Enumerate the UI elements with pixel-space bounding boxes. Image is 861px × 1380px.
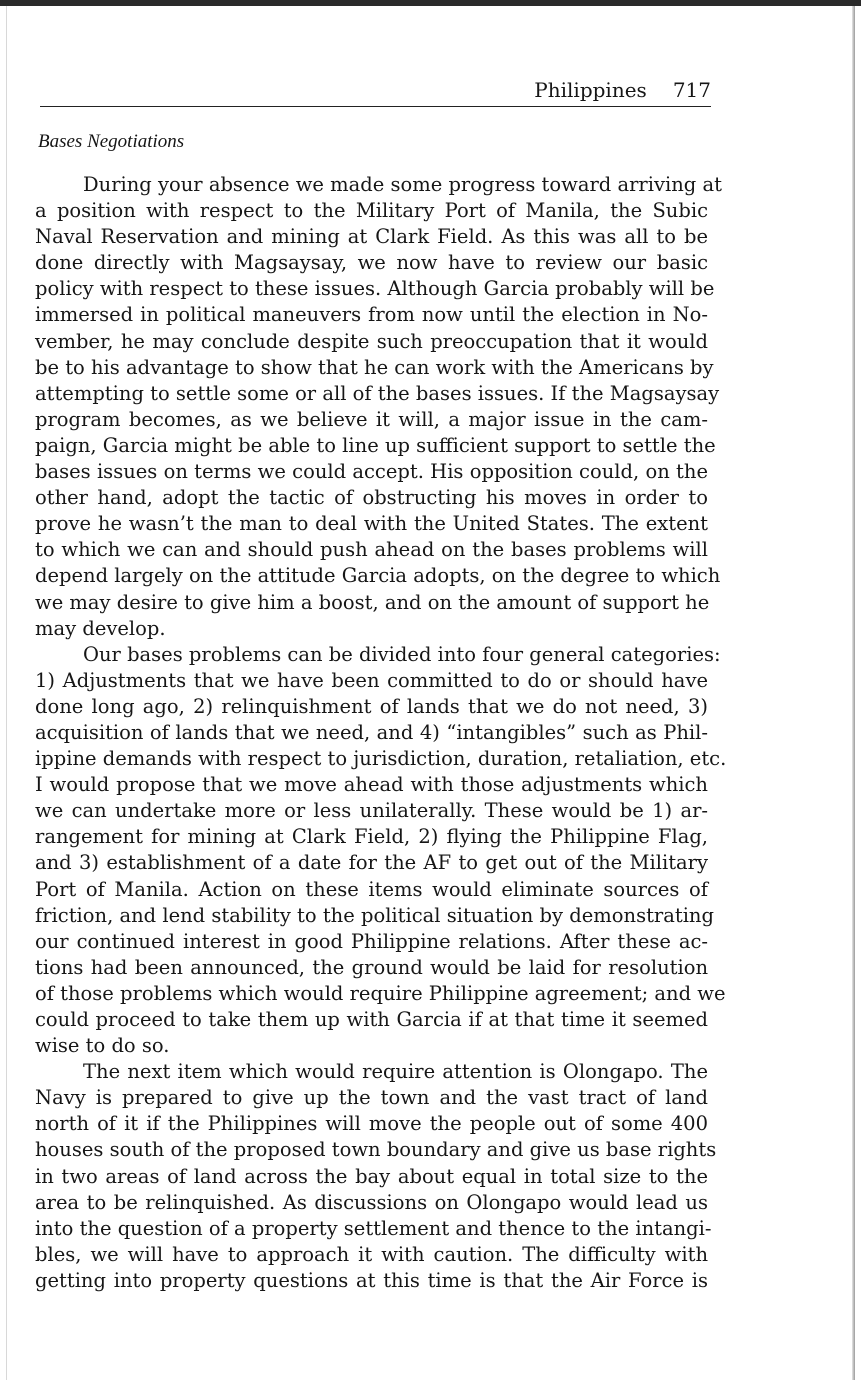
text-line: our continued interest in good Philippine relations. After these ac- [35,929,708,953]
body-text [35,172,727,1294]
text-line: immersed in political maneuvers from now until the election in No- [35,303,708,327]
page-right-edge [852,6,855,1380]
text-line: vember, he may conclude despite such preoccupation that it would [35,329,708,353]
text-line: ippine demands with respect to jurisdiction, duration, retaliation, etc. [35,747,727,771]
text-line: done long ago, 2) relinquishment of lands that we do not need, 3) [35,694,708,718]
paragraph [35,642,727,1060]
text-line: in two areas of land across the bay about equal in total size to the [35,1164,708,1188]
text-line: could proceed to take them up with Garcia if at that time it seemed [35,1008,708,1031]
running-head [40,76,711,107]
page-left-edge [6,6,7,1380]
text-line: paign, Garcia might be able to line up sufficient support to settle the [35,433,716,457]
text-line: to which we can and should push ahead on the bases problems will [35,538,708,562]
text-line: done directly with Magsaysay, we now have to review our basic [35,251,708,275]
text-line: we may desire to give him a boost, and on the amount of support he [35,590,710,614]
text-line: attempting to settle some or all of the bases issues. If the Magsaysay [35,381,720,405]
text-line: of those problems which would require Philippine agreement; and we [35,981,726,1005]
text-line: acquisition of lands that we need, and 4) “intangibles” such as Phil- [35,720,708,744]
text-line: Our bases problems can be divided into four general categories: [83,642,721,666]
text-line: bles, we will have to approach it with caution. The difficulty with [35,1242,708,1266]
text-line: wise to do so. [35,1034,170,1058]
running-head-title: Philippines [534,78,647,102]
text-line: Port of Manila. Action on these items would eliminate sources of [35,877,708,901]
paragraph [35,172,722,642]
text-line: we can undertake more or less unilaterally. These would be 1) ar- [35,799,708,823]
text-line: a position with respect to the Military Port of Manila, the Subic [35,199,708,223]
page-number: 717 [672,78,711,102]
text-line: depend largely on the attitude Garcia adopts, on the degree to which [35,564,721,588]
text-line: bases issues on terms we could accept. His opposition could, on the [35,460,708,484]
text-line: I would propose that we move ahead with those adjustments which [35,773,708,797]
text-line: north of it if the Philippines will move the people out of some 400 [35,1112,708,1136]
text-line: be to his advantage to show that he can work with the Americans by [35,355,714,379]
text-line: prove he wasn’t the man to deal with the United States. The extent [35,512,708,536]
text-line: rangement for mining at Clark Field, 2) flying the Philippine Flag, [35,825,708,849]
text-line: During your absence we made some progress toward arriving at [83,173,722,196]
section-title: Bases Negotiations [38,131,185,152]
text-line: friction, and lend stability to the political situation by demonstrating [35,903,714,927]
page-top-edge [0,0,861,6]
text-line: houses south of the proposed town boundary and give us base rights [35,1138,717,1162]
text-line: program becomes, as we believe it will, a major issue in the cam- [35,407,708,431]
text-line: getting into property questions at this time is that the Air Force is [35,1268,708,1292]
text-line: area to be relinquished. As discussions on Olongapo would lead us [35,1190,708,1214]
text-line: The next item which would require attention is Olongapo. The [83,1060,708,1084]
text-line: and 3) establishment of a date for the AF to get out of the Military [35,851,708,875]
text-line: may develop. [35,616,166,640]
text-line: into the question of a property settlement and thence to the intangi- [35,1216,712,1240]
text-line: Naval Reservation and mining at Clark Field. As this was all to be [35,225,708,249]
paragraph [35,1059,717,1294]
text-line: policy with respect to these issues. Although Garcia probably will be [35,277,715,301]
text-line: 1) Adjustments that we have been committed to do or should have [35,668,708,692]
text-line: Navy is prepared to give up the town and the vast tract of land [35,1086,708,1110]
text-line: other hand, adopt the tactic of obstructing his moves in order to [35,486,708,510]
text-line: tions had been announced, the ground would be laid for resolution [35,955,708,979]
